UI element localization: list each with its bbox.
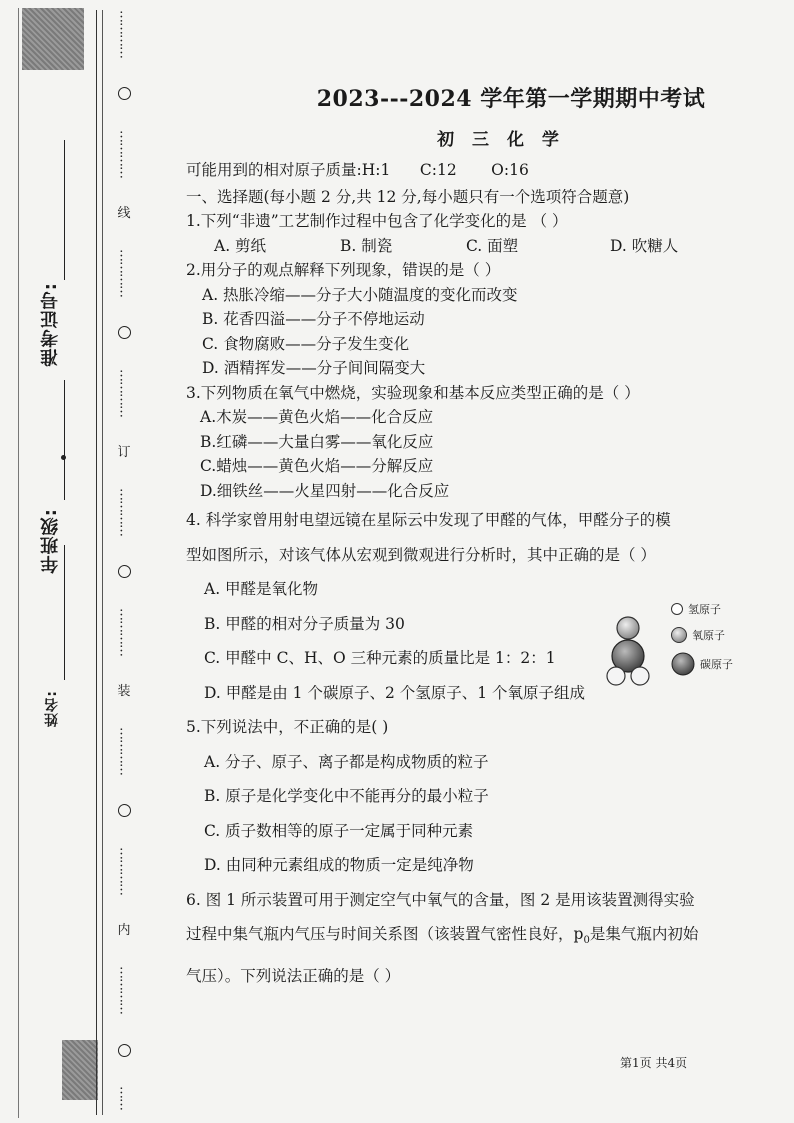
- scan-shadow-bottom: [62, 1040, 98, 1100]
- option-c: C. 面塑: [466, 236, 519, 255]
- question-stem: 2.用分子的观点解释下列现象，错误的是（ ）: [186, 261, 501, 279]
- option-a: A.木炭——黄色火焰——化合反应: [200, 408, 434, 426]
- option-d: D. 酒精挥发——分子间间隔变大: [202, 359, 426, 377]
- question-stem: 4. 科学家曾用射电望远镜在星际云中发现了甲醛的气体，甲醛分子的模: [186, 511, 671, 529]
- question-stem-cont: 过程中集气瓶内气压与时间关系图（该装置气密性良好，$p_0$是集气瓶内初始: [186, 925, 699, 947]
- scan-shadow-top: [22, 8, 84, 70]
- seal-circle: [118, 565, 131, 578]
- exam-subtitle: 初 三 化 学: [437, 130, 565, 150]
- name-blank[interactable]: [64, 545, 65, 680]
- seal-circle: [118, 326, 131, 339]
- seal-mark: 订: [117, 444, 131, 460]
- option-c: C. 食物腐败——分子发生变化: [202, 334, 410, 353]
- option-a: A. 剪纸: [214, 236, 267, 255]
- hydrogen-atom: [607, 667, 625, 685]
- binding-border-left: [18, 8, 19, 1118]
- question-1: [186, 209, 776, 258]
- option-d: D. 甲醛是由 1 个碳原子、2 个氢原子、1 个氧原子组成: [204, 683, 586, 702]
- option-b: B. 原子是化学变化中不能再分的最小粒子: [204, 787, 489, 805]
- question-5: [186, 710, 776, 883]
- seal-line: ………… ………… 线 ………… ………… 订 ………… ………… 装 ………… ………… 内 ………… ……: [116, 10, 132, 1110]
- seal-circle: [118, 804, 131, 817]
- page-footer: 第1页 共4页: [620, 1056, 688, 1070]
- option-a: A. 甲醛是氧化物: [204, 580, 319, 598]
- seal-circle: [118, 1044, 131, 1057]
- seal-mark: 内: [117, 922, 131, 938]
- class-blank[interactable]: [64, 380, 65, 500]
- option-d: D. 由同种元素组成的物质一定是纯净物: [204, 856, 474, 874]
- question-stem: 5.下列说法中，不正确的是( ): [186, 718, 389, 736]
- option-c: C. 甲醛中 C、H、O 三种元素的质量比是 1：2：1: [204, 649, 556, 667]
- exam-number-label: 准考证号:: [40, 282, 61, 367]
- option-b: B. 甲醛的相对分子质量为 30: [204, 614, 405, 633]
- binding-strip: [0, 0, 140, 1123]
- hydrogen-icon: [670, 602, 684, 616]
- binding-border-inner: [102, 10, 103, 1115]
- question-stem-cont: 气压）。下列说法正确的是（ ）: [186, 966, 401, 985]
- atomic-mass-note: 可能用到的相对原子质量:H:1 C:12 O:16: [186, 161, 529, 179]
- oxygen-atom: [617, 617, 639, 639]
- question-stem: 3.下列物质在氧气中燃烧，实验现象和基本反应类型正确的是（ ）: [186, 383, 640, 402]
- option-b: B. 花香四溢——分子不停地运动: [202, 310, 425, 328]
- class-label: 年班级:: [40, 508, 61, 574]
- question-stem: 1.下列“非遗”工艺制作过程中包含了化学变化的是 （ ）: [186, 212, 568, 230]
- option-c: C. 质子数相等的原子一定属于同种元素: [204, 821, 474, 840]
- option-d: D. 吹糖人: [610, 236, 679, 255]
- legend-hydrogen: 氢原子: [670, 596, 733, 622]
- seal-mark: 装: [117, 683, 131, 699]
- formaldehyde-model-figure: [606, 612, 652, 690]
- section-heading: 一、选择题(每小题 2 分,共 12 分,每小题只有一个选项符合题意): [186, 187, 630, 206]
- question-6: [186, 883, 776, 994]
- seal-mark: 线: [117, 205, 131, 221]
- question-stem-cont: 型如图所示，对该气体从宏观到微观进行分析时，其中正确的是（ ）: [186, 545, 656, 564]
- legend-oxygen: 氧原子: [670, 622, 733, 648]
- exam-number-blank[interactable]: [64, 140, 65, 280]
- option-c: C.蜡烛——黄色火焰——分解反应: [200, 457, 434, 475]
- binding-border-outer: [96, 10, 97, 1115]
- option-a: A. 分子、原子、离子都是构成物质的粒子: [204, 752, 489, 771]
- oxygen-icon: [670, 626, 688, 644]
- question-3: [186, 381, 776, 504]
- hydrogen-atom: [631, 667, 649, 685]
- exam-title: 2023---2024 学年第一学期期中考试: [316, 86, 706, 112]
- carbon-icon: [670, 651, 696, 677]
- option-row: [186, 234, 776, 259]
- question-stem: 6. 图 1 所示装置可用于测定空气中氧气的含量，图 2 是用该装置测得实验: [186, 890, 695, 909]
- model-legend: [670, 596, 733, 680]
- exam-content: [186, 82, 776, 993]
- legend-carbon: 碳原子: [670, 648, 733, 680]
- dot-mark: [61, 455, 66, 460]
- option-b: B. 制瓷: [340, 236, 393, 255]
- name-label: 姓名:: [44, 690, 60, 727]
- option-d: D.细铁丝——火星四射——化合反应: [200, 481, 450, 500]
- question-2: [186, 258, 776, 381]
- option-b: B.红磷——大量白雾——氧化反应: [200, 432, 434, 451]
- seal-circle: [118, 87, 131, 100]
- option-a: A. 热胀冷缩——分子大小随温度的变化而改变: [202, 285, 518, 304]
